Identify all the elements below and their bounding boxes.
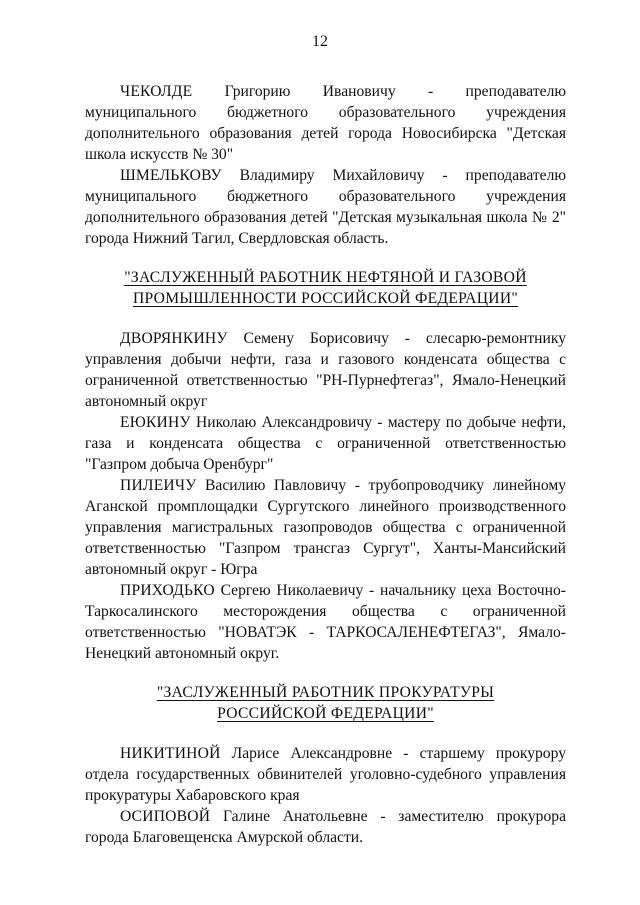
section-heading-line: "ЗАСЛУЖЕННЫЙ РАБОТНИК НЕФТЯНОЙ И ГАЗОВОЙ	[124, 269, 527, 286]
award-entry	[85, 328, 566, 412]
award-entry	[85, 806, 566, 848]
recipient-surname: ДВОРЯНКИНУ	[120, 330, 228, 347]
award-entry	[85, 412, 566, 475]
recipient-details: Григорию Ивановичу - преподавателю муниципального бюджетного образовательного учреждения дополнительного образования детей города Новосибирска "Детская школа искусств № 30"	[85, 83, 566, 163]
section-heading	[85, 267, 566, 309]
recipient-details: Василию Павловичу - трубопроводчику линейному Аганской промплощадки Сургутского линейного производственного управления магистральных газопроводов общества с ограниченной ответственностью "Газпром трансгаз Сургут", Ханты-Мансийский автономный округ - Югра	[85, 477, 566, 578]
award-entry	[85, 743, 566, 806]
award-entry	[85, 580, 566, 664]
recipient-surname: НИКИТИНОЙ	[120, 745, 221, 762]
recipient-surname: ЧЕКОЛДЕ	[120, 83, 193, 100]
section-heading	[85, 682, 566, 724]
page-number: 12	[312, 33, 328, 50]
recipient-details: Галине Анатольевне - заместителю прокурора города Благовещенска Амурской области.	[85, 808, 566, 846]
section-heading-line: "ЗАСЛУЖЕННЫЙ РАБОТНИК ПРОКУРАТУРЫ	[156, 684, 495, 701]
award-entry	[85, 81, 566, 165]
recipient-details: Владимиру Михайловичу - преподавателю муниципального бюджетного образовательного учреждения дополнительного образования детей "Детская музыкальная школа № 2" города Нижний Тагил, Свердловская область.	[85, 167, 566, 247]
recipient-surname: ПРИХОДЬКО	[120, 582, 215, 599]
page-content	[85, 81, 566, 848]
recipient-details: Семену Борисовичу - слесарю-ремонтнику управления добычи нефти, газа и газового конденсата общества с ограниченной ответственностью "РН-Пурнефтегаз", Ямало-Ненецкий автономный округ	[85, 330, 566, 410]
section-heading-line: РОССИЙСКОЙ ФЕДЕРАЦИИ"	[217, 705, 434, 722]
award-entry	[85, 165, 566, 249]
recipient-details: Сергею Николаевичу - начальнику цеха Восточно-Таркосалинского месторождения общества с ограниченной ответственностью "НОВАТЭК - ТАРКОСАЛЕНЕФТЕГАЗ", Ямало-Ненецкий автономный округ.	[85, 582, 566, 662]
section-heading-line: ПРОМЫШЛЕННОСТИ РОССИЙСКОЙ ФЕДЕРАЦИИ"	[132, 290, 519, 307]
recipient-surname: ПИЛЕИЧУ	[120, 477, 197, 494]
section-oil-gas	[85, 267, 566, 664]
award-entry	[85, 475, 566, 580]
section-prosecutors	[85, 682, 566, 848]
recipient-surname: ШМЕЛЬКОВУ	[120, 167, 222, 184]
section-continuation	[85, 81, 566, 249]
recipient-surname: ОСИПОВОЙ	[120, 808, 211, 825]
recipient-details: Николаю Александровичу - мастеру по добыче нефти, газа и конденсата общества с ограниченной ответственностью "Газпром добыча Оренбург"	[85, 414, 566, 473]
recipient-details: Ларисе Александровне - старшему прокурору отдела государственных обвинителей уголовно-судебного управления прокуратуры Хабаровского края	[85, 745, 566, 804]
recipient-surname: ЕЮКИНУ	[120, 414, 191, 431]
